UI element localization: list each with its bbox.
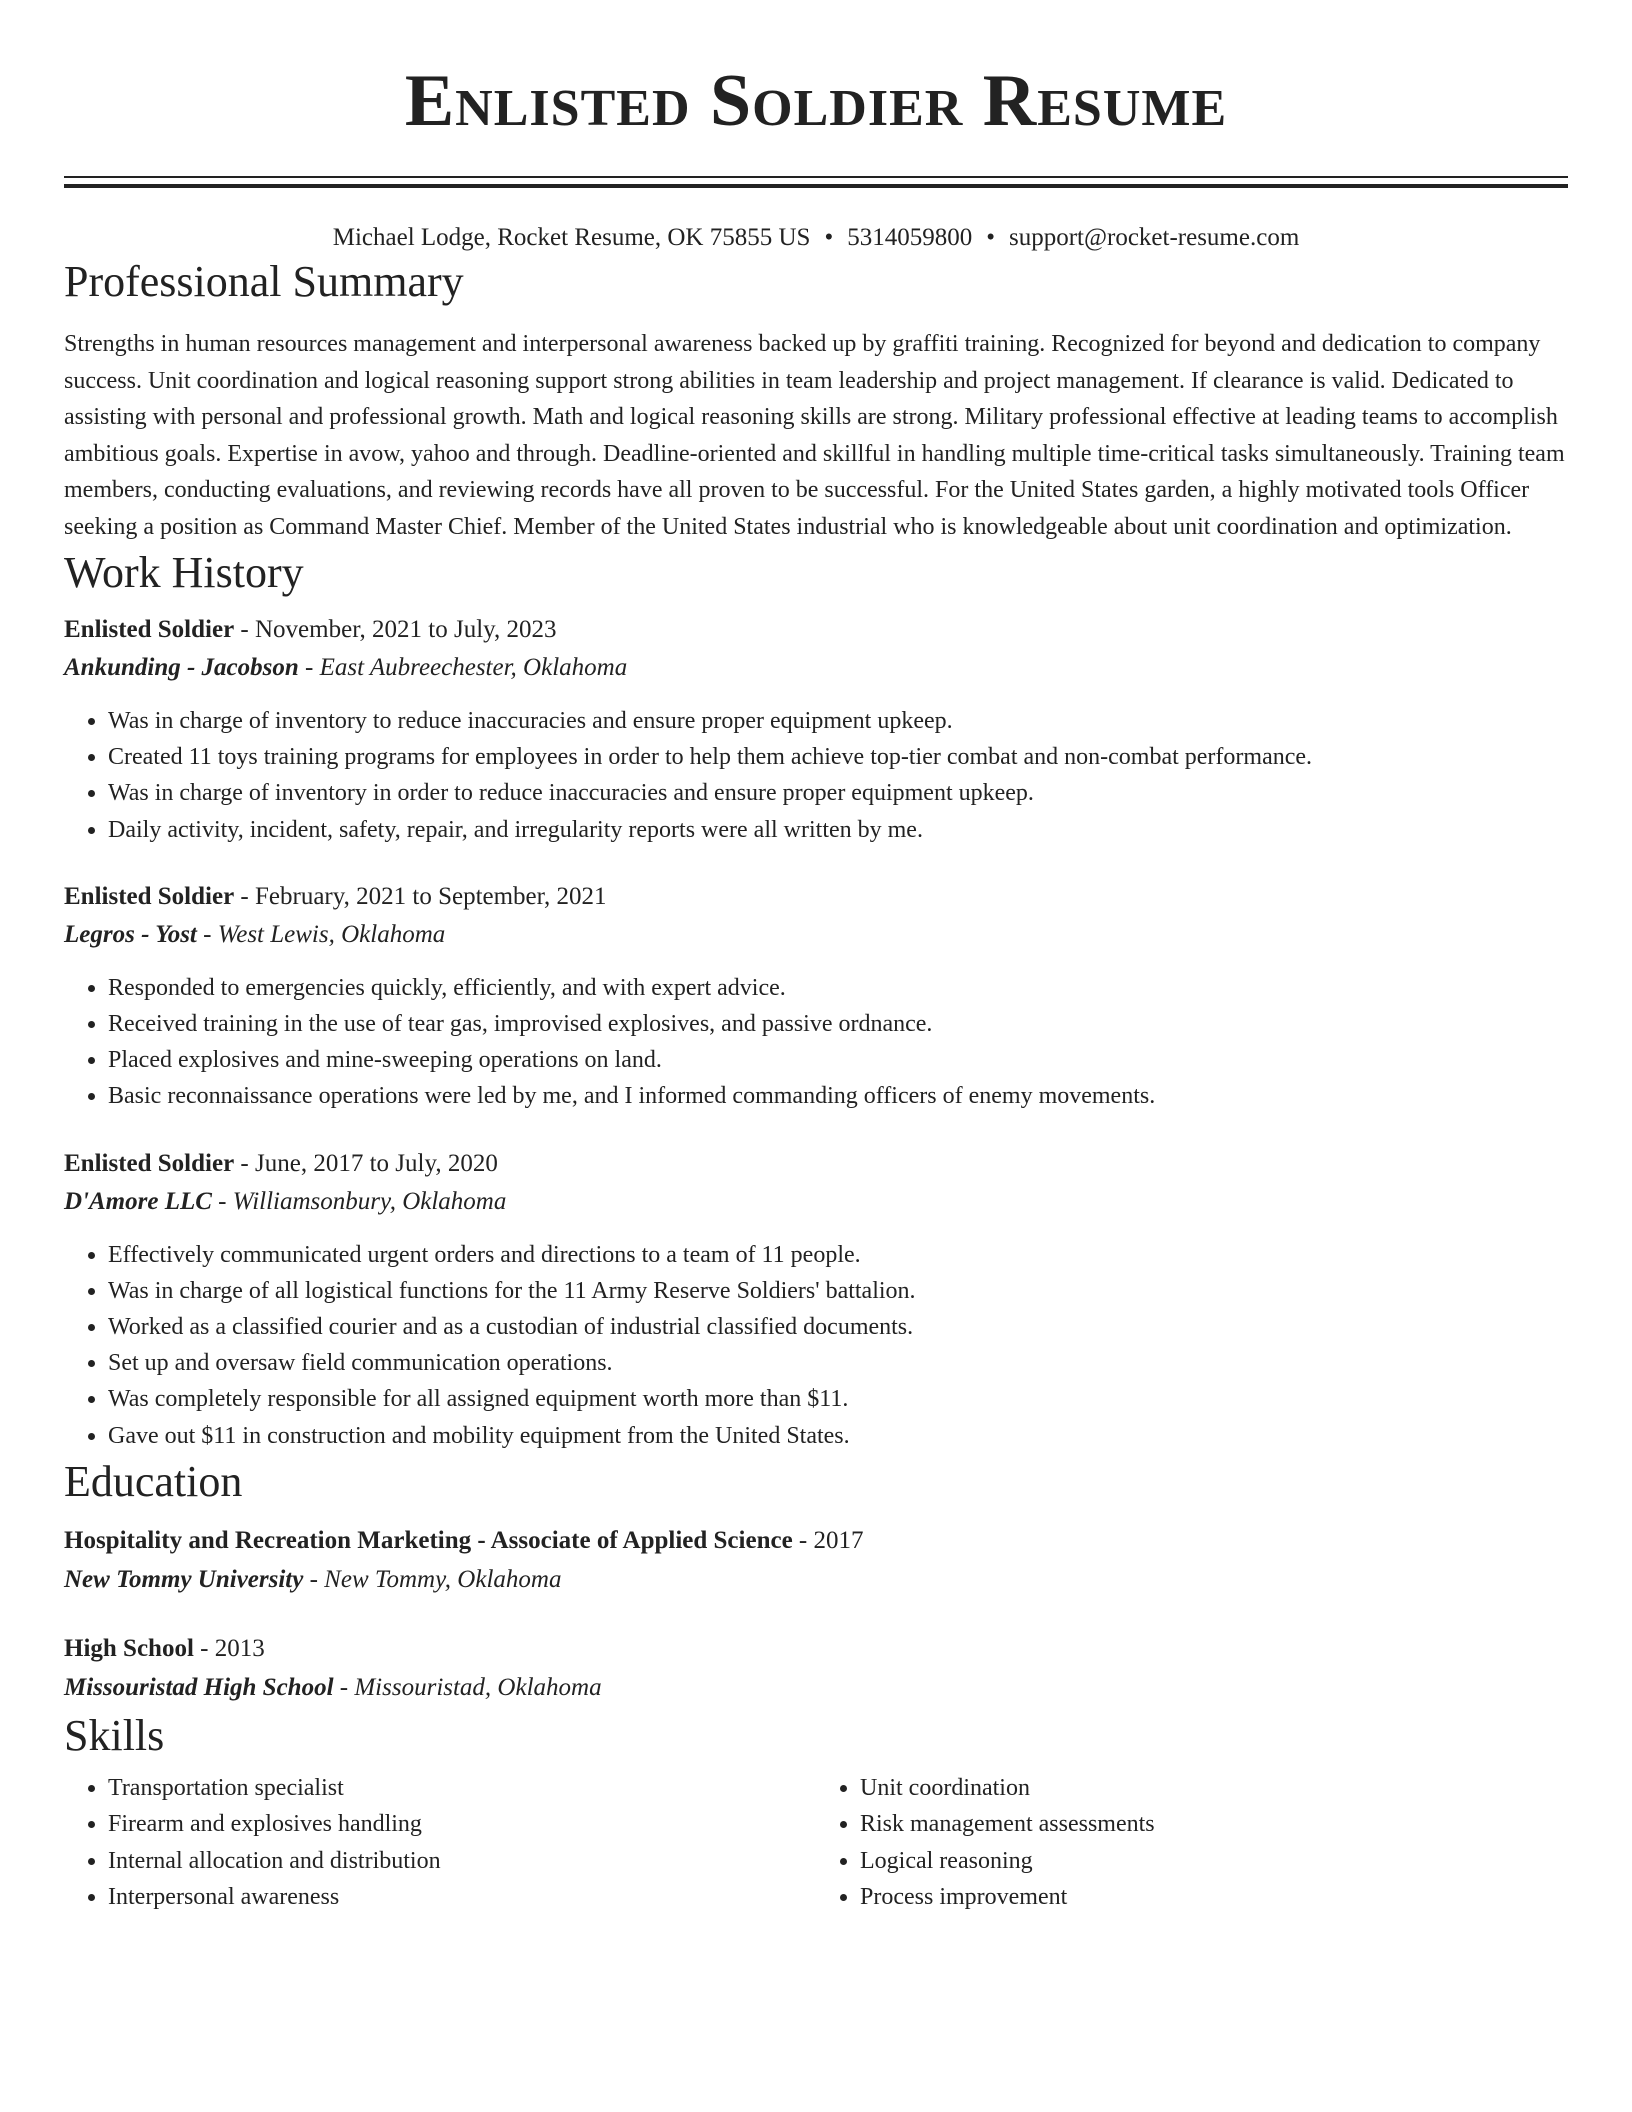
list-item: • Daily activity, incident, safety, repair, and irregularity reports were all written by me. xyxy=(108,812,1568,848)
list-item: • Responded to emergencies quickly, efficiently, and with expert advice. xyxy=(108,970,1568,1006)
education-header xyxy=(64,1522,1568,1560)
list-item: • Gave out $11 in construction and mobility equipment from the United States. xyxy=(108,1418,1568,1454)
job-entry xyxy=(64,878,1568,1115)
skill-item: • Process improvement xyxy=(860,1879,1568,1916)
education-degree: Hospitality and Recreation Marketing - Associate of Applied Science xyxy=(64,1526,793,1554)
list-item: • Worked as a classified courier and as a custodian of industrial classified documents. xyxy=(108,1309,1568,1345)
job-header xyxy=(64,611,1568,649)
job-dates: - June, 2017 to July, 2020 xyxy=(234,1149,498,1177)
job-employer xyxy=(64,649,1568,687)
job-header xyxy=(64,1145,1568,1183)
skills-columns xyxy=(64,1770,1568,1916)
list-item: • Was completely responsible for all assigned equipment worth more than $11. xyxy=(108,1381,1568,1417)
contact-email: support@rocket-resume.com xyxy=(1008,224,1300,251)
skill-item: • Logical reasoning xyxy=(860,1843,1568,1880)
job-title: Enlisted Soldier xyxy=(64,882,235,910)
resume-title: Enlisted Soldier Resume xyxy=(404,60,1228,142)
summary-text: Strengths in human resources management and interpersonal awareness backed up by graffiti training. Recognized for beyond and dedication to company success. Unit coordination and logical reasoning support strong abilities in team leadership and project management. If clearance is valid. Dedicated to assisting with personal and professional growth. Math and logical reasoning skills are strong. Military professional effective at leading teams to accomplish ambitious goals. Expertise in avow, yahoo and through. Deadline-oriented and skillful in handling multiple time-critical tasks simultaneously. Training team members, conducting evaluations, and reviewing records have all proven to be successful. For the United States garden, a highly motivated tools Officer seeking a position as Command Master Chief. Member of the United States industrial who is knowledgeable about unit coordination and optimization. xyxy=(64,331,1565,540)
education-school: New Tommy University xyxy=(64,1565,304,1593)
job-bullets xyxy=(64,970,1568,1115)
job-title: Enlisted Soldier xyxy=(64,616,235,643)
skills-left-list xyxy=(64,1770,816,1916)
list-item: • Received training in the use of tear gas, improvised explosives, and passive ordnance. xyxy=(108,1006,1568,1042)
contact-separator: • xyxy=(986,224,995,251)
education-entry xyxy=(64,1630,1568,1708)
education-school-line xyxy=(64,1560,1568,1600)
education-year: - 2017 xyxy=(792,1526,864,1554)
skill-item: • Unit coordination xyxy=(860,1770,1568,1807)
job-dates: - February, 2021 to September, 2021 xyxy=(234,882,607,910)
skill-item: • Risk management assessments xyxy=(860,1806,1568,1843)
job-company: Legros - Yost xyxy=(64,920,197,948)
contact-address: Michael Lodge, Rocket Resume, OK 75855 US xyxy=(332,224,811,251)
job-employer xyxy=(64,916,1568,954)
skill-item: • Internal allocation and distribution xyxy=(108,1843,816,1880)
list-item: • Basic reconnaissance operations were led by me, and I informed commanding officers of enemy movements. xyxy=(108,1078,1568,1114)
job-employer xyxy=(64,1183,1568,1221)
education-location: - New Tommy, Oklahoma xyxy=(303,1565,562,1593)
education-school-line xyxy=(64,1668,1568,1708)
job-company: D'Amore LLC xyxy=(64,1187,212,1215)
work-history-heading: Work History xyxy=(64,548,304,597)
summary-heading: Professional Summary xyxy=(64,257,464,306)
skill-item: • Interpersonal awareness xyxy=(108,1879,816,1916)
job-header xyxy=(64,878,1568,916)
list-item: • Placed explosives and mine-sweeping operations on land. xyxy=(108,1042,1568,1078)
job-dates: - November, 2021 to July, 2023 xyxy=(234,616,557,643)
education-location: - Missouristad, Oklahoma xyxy=(333,1673,602,1701)
contact-phone: 5314059800 xyxy=(847,224,973,251)
skills-heading: Skills xyxy=(64,1710,165,1760)
education-degree: High School xyxy=(64,1634,194,1662)
contact-line xyxy=(64,222,1568,254)
education-entry xyxy=(64,1522,1568,1600)
job-bullets xyxy=(64,703,1568,848)
job-title: Enlisted Soldier xyxy=(64,1149,235,1177)
list-item: • Was in charge of all logistical functions for the 11 Army Reserve Soldiers' battalion. xyxy=(108,1273,1568,1309)
contact-separator: • xyxy=(824,224,834,251)
list-item: • Set up and oversaw field communication operations. xyxy=(108,1345,1568,1381)
list-item: • Created 11 toys training programs for employees in order to help them achieve top-tier combat and non-combat performance. xyxy=(108,739,1568,775)
list-item: • Was in charge of inventory in order to reduce inaccuracies and ensure proper equipment upkeep. xyxy=(108,775,1568,811)
education-year: - 2013 xyxy=(193,1634,265,1662)
job-location: - Williamsonbury, Oklahoma xyxy=(211,1187,507,1215)
job-location: - West Lewis, Oklahoma xyxy=(196,920,446,948)
list-item: • Was in charge of inventory to reduce inaccuracies and ensure proper equipment upkeep. xyxy=(108,703,1568,739)
job-bullets xyxy=(64,1237,1568,1454)
skill-item: • Transportation specialist xyxy=(108,1770,816,1807)
job-entry xyxy=(64,611,1568,848)
education-heading: Education xyxy=(64,1456,243,1506)
education-school: Missouristad High School xyxy=(64,1673,334,1701)
education-header xyxy=(64,1630,1568,1668)
skill-item: • Firearm and explosives handling xyxy=(108,1806,816,1843)
job-company: Ankunding - Jacobson xyxy=(64,654,299,681)
title-divider-thick xyxy=(64,184,1568,188)
title-divider-thin xyxy=(64,176,1568,178)
job-entry xyxy=(64,1145,1568,1454)
skills-right-list xyxy=(816,1770,1568,1916)
job-location: - East Aubreechester, Oklahoma xyxy=(298,654,628,681)
list-item: • Effectively communicated urgent orders and directions to a team of 11 people. xyxy=(108,1237,1568,1273)
